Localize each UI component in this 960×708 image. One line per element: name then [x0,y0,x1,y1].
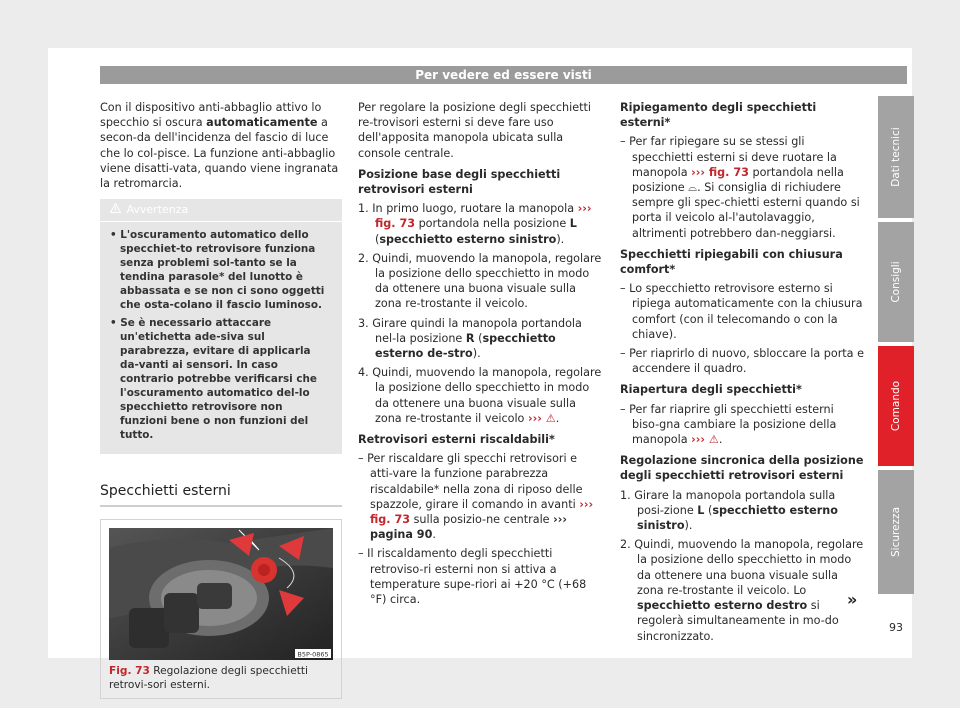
figure-link[interactable]: ››› fig. 73 [375,202,592,231]
subheading: Retrovisori esterni riscaldabili* [358,433,555,447]
tab-sicurezza[interactable]: Sicurezza [878,470,914,594]
subheading: Regolazione sincronica della posizione degli specchietti retrovisori esterni [620,454,864,483]
dash-item: – Per far riaprire gli specchietti esterni biso-gna cambiare la posizione della manopola ››› ⚠. [620,402,837,447]
dash-item: – Per far ripiegare su se stessi gli specchietti esterni si deve ruotare la manopola ››› fig. 73 portandola nella posizione ⌓. Si consiglia di richiudere sempre gli spec-chietti esterni quando si porta il veicolo al-l'autolavaggio, altrimenti potrebbero dan-neggiarsi. [620,135,860,240]
column-right [620,100,864,648]
figure-link[interactable]: ››› fig. 73 [691,165,749,179]
tab-consigli[interactable]: Consigli [878,222,914,342]
figure-caption: Fig. 73 Regolazione degli specchietti retrovi-sori esterni. [109,665,308,692]
warning-item: • L'oscuramento automatico dello specchiet-to retrovisore funziona senza problemi sol-tanto se la tendina parasole* del lunotto è abbassata e se non ci sono oggetti che osta-colano il fascio luminoso. [110,229,325,312]
paragraph: Per regolare la posizione degli specchietti re-trovisori esterni si deve fare uso dell'apposita manopola ubicata sulla console centrale. [358,101,592,160]
continue-icon: » [847,590,858,609]
warning-link[interactable]: ››› ⚠ [691,433,719,447]
step-item: 1. Girare la manopola portandola sulla posi-zione L (specchietto esterno sinistro). [620,488,838,533]
manual-page [48,48,912,692]
warning-title: Avvertenza [126,203,189,217]
warning-item: • Se è necessario attaccare un'etichetta ade-siva sul parabrezza, evitare di applicarla da-vanti ai sensori. In caso contrario potrebbe verificarsi che l'oscuramento automatico del-lo specchietto retrovisore non funzioni bene o non funzioni del tutto. [110,317,317,442]
column-middle [358,100,602,611]
subheading: Ripiegamento degli specchietti esterni* [620,101,817,130]
figure-link[interactable]: ››› fig. 73 [370,497,594,527]
mirror-control-photo [109,528,333,660]
subheading: Posizione base degli specchietti retrovisori esterni [358,167,561,197]
dash-item: – Il riscaldamento degli specchietti retroviso-ri esterni non si attiva a temperature supe-riori ai +20 °C (+68 °F) circa. [358,547,587,607]
warning-body [100,222,342,442]
tab-comando[interactable]: Comando [878,346,914,466]
section-title: Specchietti esterni [100,484,342,507]
step-item: 1. In primo luogo, ruotare la manopola ››› fig. 73 portandola nella posizione L (specchietto esterno sinistro). [358,202,592,246]
tab-dati-tecnici[interactable]: Dati tecnici [878,96,914,218]
page-number: 93 [889,621,903,634]
subheading: Riapertura degli specchietti* [620,383,802,397]
dash-item: – Lo specchietto retrovisore esterno si ripiega automaticamente con la chiusura comfort (con il telecomando o con la chiave). [620,282,863,341]
warning-icon [110,203,123,217]
step-item: 3. Girare quindi la manopola portandola nel-la posizione R (specchietto esterno de-stro). [358,316,582,361]
page-link[interactable]: ››› pagina 90 [370,513,567,542]
dash-item: – Per riscaldare gli specchi retrovisori e atti-vare la funzione parabrezza riscaldabile* nella zona di riposo delle spazzole, girare il comando in avanti ››› fig. 73 sulla posizio-ne centrale ››› pagina 90. [358,452,594,542]
subheading: Specchietti ripiegabili con chiusura comfort* [620,247,843,277]
step-item: 2. Quindi, muovendo la manopola, regolare la posizione dello specchietto in modo da ottenere una buona visuale sulla zona re-trostante il veicolo. Lo specchietto esterno destro si regolerà simultaneamente in mo-do sincronizzato. [620,538,864,643]
page-header: Per vedere ed essere visti [100,66,907,84]
column-left [100,100,342,699]
warning-header [100,199,342,222]
figure [100,519,342,699]
step-item: 2. Quindi, muovendo la manopola, regolare la posizione dello specchietto in modo da ottenere una buona visuale sulla zona re-trostante il veicolo. [358,251,602,311]
step-item: 4. Quindi, muovendo la manopola, regolare la posizione dello specchietto in modo da ottenere una buona visuale sulla zona re-trostante il veicolo ››› ⚠. [358,366,602,425]
intro-paragraph: Con il dispositivo anti-abbaglio attivo lo specchio si oscura automaticamente a secon-da dell'incidenza del fascio di luce che lo col-pisce. La funzione anti-abbaglio viene disatti-vata, quando viene ingranata la retromarcia. [100,101,339,191]
warning-link[interactable]: ››› ⚠ [527,411,556,425]
dash-item: – Per riaprirlo di nuovo, sbloccare la porta e accendere il quadro. [620,347,864,376]
warning-box [100,199,342,454]
figure-code: B5P-0865 [297,650,329,659]
